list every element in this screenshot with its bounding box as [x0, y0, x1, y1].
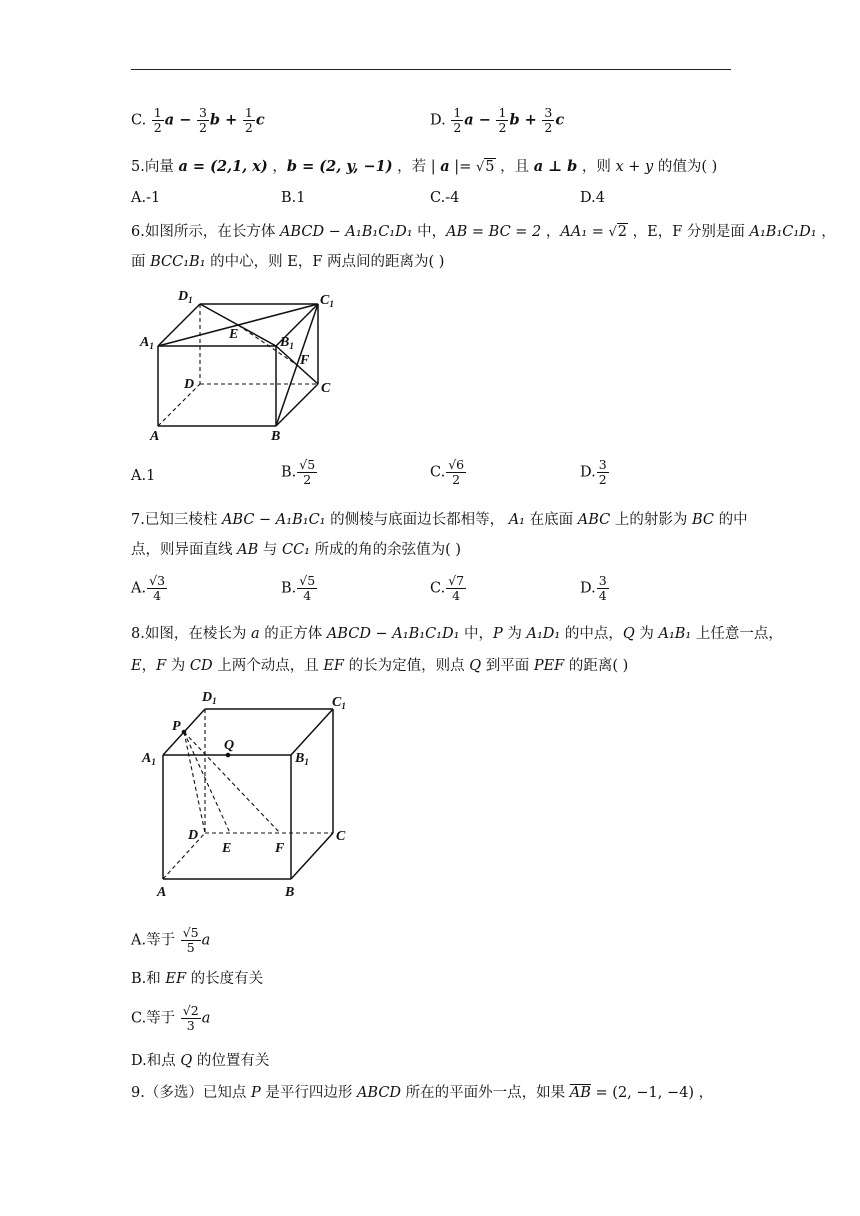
q5-option-b: B.1: [281, 190, 306, 206]
q9-stem: 9.（多选）已知点 P 是平行四边形 ABCD 所在的平面外一点，如果 $\overline{AB} = (2$, −1, −4) ，: [131, 1085, 714, 1101]
q8-option-a: A.等于 $\frac{√5}{5}$ a: [131, 925, 211, 955]
label-f: F: [275, 841, 285, 856]
label-p: P: [172, 719, 181, 734]
label-d1: $D_1$: [178, 289, 193, 305]
q8-option-c: C.等于 $\frac{√2}{3}$ a: [131, 1003, 211, 1033]
q7-option-d: D. $\frac{3}{4}$: [580, 573, 607, 603]
q5-option-a: A.-1: [131, 190, 161, 206]
label-a1: $A_1$: [140, 335, 154, 351]
cuboid-figure: [130, 280, 350, 450]
label-e: E: [222, 841, 232, 856]
label-d1: $D_1$: [202, 690, 217, 706]
q5-option-c: C.-4: [430, 190, 460, 206]
label-a1: $A_1$: [142, 751, 156, 767]
q8-stem-line1: 8.如图，在棱长为 a 的正方体 ABCD − A₁B₁C₁D₁ 中，P 为 A₁D₁ 的中点，Q 为 A₁B₁ 上任意一点，: [131, 626, 783, 642]
label-d: D: [184, 377, 195, 392]
q6-stem-line2: 面 BCC₁B₁ 的中心，则 E，F 两点间的距离为( ): [131, 254, 445, 270]
label-b: B: [271, 429, 281, 444]
label-c: C: [336, 829, 346, 844]
label-b1: $B_1$: [295, 751, 309, 767]
q6-option-b: B. $\frac{√5}{2}$: [281, 457, 316, 487]
label-a: A: [157, 885, 167, 900]
label-b: B: [285, 885, 295, 900]
cube-figure: [130, 682, 360, 902]
label-q: Q: [224, 738, 235, 753]
q6-option-c: C. $\frac{√6}{2}$: [430, 457, 465, 487]
label-f: F: [300, 353, 310, 368]
q5-stem: 5.向量 a = (2,1, x) ，b = (2, y, −1) ，若 | a |= √5 ，且 a ⊥ b ，则 x + y 的值为( ): [131, 158, 718, 175]
label-d: D: [188, 828, 199, 843]
q7-stem-line2: 点，则异面直线 AB 与 CC₁ 所成的角的余弦值为( ): [131, 542, 462, 558]
q4-option-d: D. $\frac{1}{2}$ a − $\frac{1}{2}$ b + $\frac{3}{2}$ c: [430, 105, 565, 135]
q7-option-c: C. $\frac{√7}{4}$: [430, 573, 465, 603]
label-c1: $C_1$: [332, 695, 346, 711]
label-a: A: [150, 429, 160, 444]
q5-option-d: D.4: [580, 190, 605, 206]
label-c1: $C_1$: [320, 293, 334, 309]
q8-option-b: B.和 EF 的长度有关: [131, 971, 264, 987]
header-rule: [131, 69, 731, 70]
q6-option-a: A.1: [131, 468, 156, 484]
q7-stem-line1: 7.已知三棱柱 ABC − A₁B₁C₁ 的侧棱与底面边长都相等， A₁ 在底面 ABC 上的射影为 BC 的中: [131, 512, 748, 528]
label-b1: $B_1$: [280, 335, 294, 351]
label-c: C: [321, 381, 331, 396]
q4-option-c: C. $\frac{1}{2}$ a − $\frac{3}{2}$ b + $\frac{1}{2}$ c: [131, 105, 265, 135]
label-e: E: [229, 327, 239, 342]
q7-option-a: A. $\frac{√3}{4}$: [131, 573, 166, 603]
q6-stem-line1: 6.如图所示，在长方体 ABCD − A₁B₁C₁D₁ 中，AB = BC = 2 ，AA₁ = √2 ，E，F 分别是面 A₁B₁C₁D₁ ，: [131, 224, 836, 240]
q8-option-d: D.和点 Q 的位置有关: [131, 1053, 270, 1069]
q6-option-d: D. $\frac{3}{2}$: [580, 457, 607, 487]
q8-stem-line2: E，F 为 CD 上两个动点，且 EF 的长为定值，则点 Q 到平面 PEF 的距离( ): [131, 658, 629, 674]
q7-option-b: B. $\frac{√5}{4}$: [281, 573, 316, 603]
